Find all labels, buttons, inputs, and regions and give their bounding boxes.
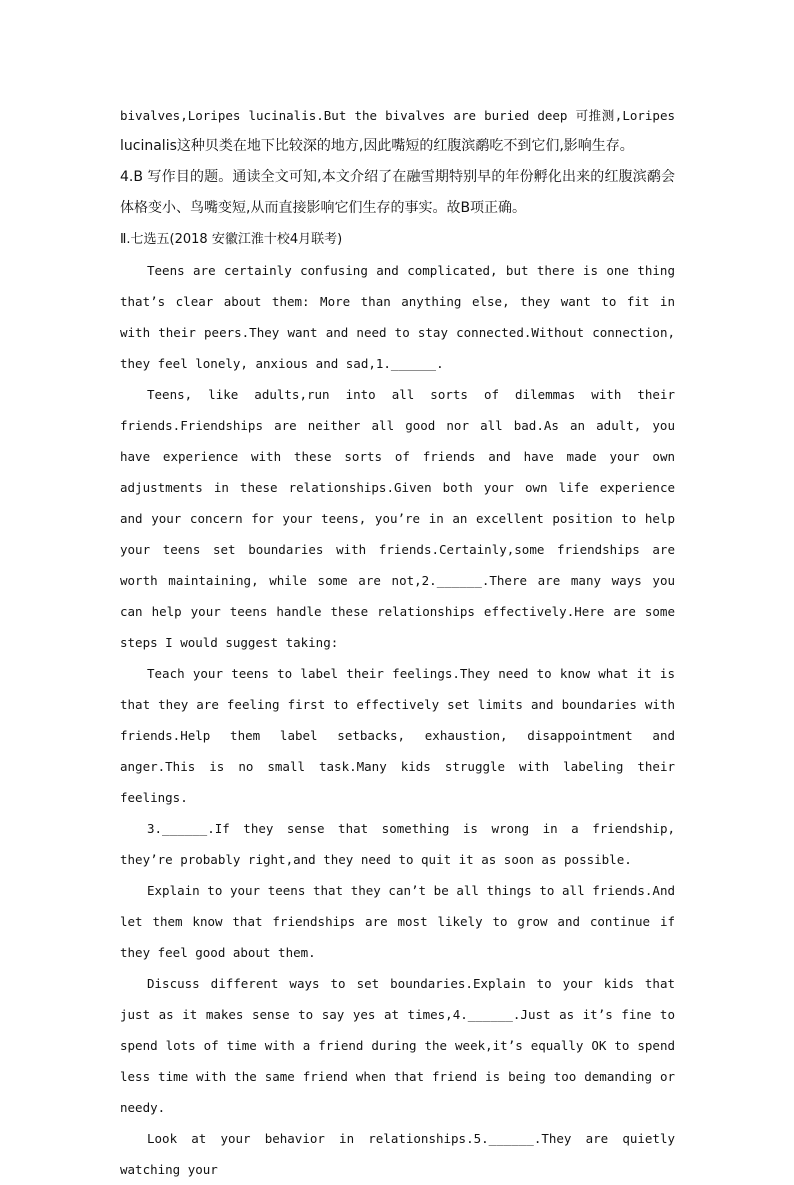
passage-paragraph: Explain to your teens that they can’t be all things to all friends.And let them know that friendships are most likely to grow and continue if they feel good about them. — [120, 883, 675, 960]
passage-paragraph: 3.______.If they sense that something is wrong in a friendship, they’re probably right,and they need to quit it as soon as possible. — [120, 821, 675, 867]
passage-paragraph: Teens are certainly confusing and complicated, but there is one thing that’s clear about them: More than anything else, they want to fit in with their peers.They want and need to stay connected.Without connection, they feel lonely, anxious and sad,1.______. — [120, 263, 675, 371]
answer-3-continued: bivalves,Loripes lucinalis.But the bivalves are buried deep 可推测,Loripes — [120, 108, 675, 123]
passage-paragraph: Look at your behavior in relationships.5.______.They are quietly watching your — [120, 1131, 675, 1177]
answer-4: 4.B 写作目的题。通读全文可知,本文介绍了在融雪期特别早的年份孵化出来的红腹滨鹬会体格变小、鸟嘴变短,从而直接影响它们生存的事实。故B项正确。 — [120, 169, 675, 216]
passage-paragraph: Teens, like adults,run into all sorts of dilemmas with their friends.Friendships are neither all good nor all bad.As an adult, you have experience with these sorts of friends and have made your own adjustments in these relationships.Given both your own life experience and your concern for your teens, you’re in an excellent position to help your teens set boundaries with friends.Certainly,some friendships are worth maintaining, while some are not,2.______.There are many ways you can help your teens handle these relationships effectively.Here are some steps I would suggest taking: — [120, 387, 675, 650]
passage-paragraph: Teach your teens to label their feelings.They need to know what it is that they are feeling first to effectively set limits and boundaries with friends.Help them label setbacks, exhaustion, disappointment and anger.This is no small task.Many kids struggle with labeling their feelings. — [120, 666, 675, 805]
answer-3-explanation: lucinalis这种贝类在地下比较深的地方,因此嘴短的红腹滨鹬吃不到它们,影响生存。 — [120, 138, 634, 154]
passage-paragraph: Discuss different ways to set boundaries.Explain to your kids that just as it makes sense to say yes at times,4.______.Just as it’s fine to spend lots of time with a friend during the week,it’s equally OK to spend less time with the same friend when that friend is being too demanding or needy. — [120, 976, 675, 1115]
page-content — [120, 100, 675, 1185]
section-title: Ⅱ.七选五(2018 安徽江淮十校4月联考) — [120, 232, 343, 247]
